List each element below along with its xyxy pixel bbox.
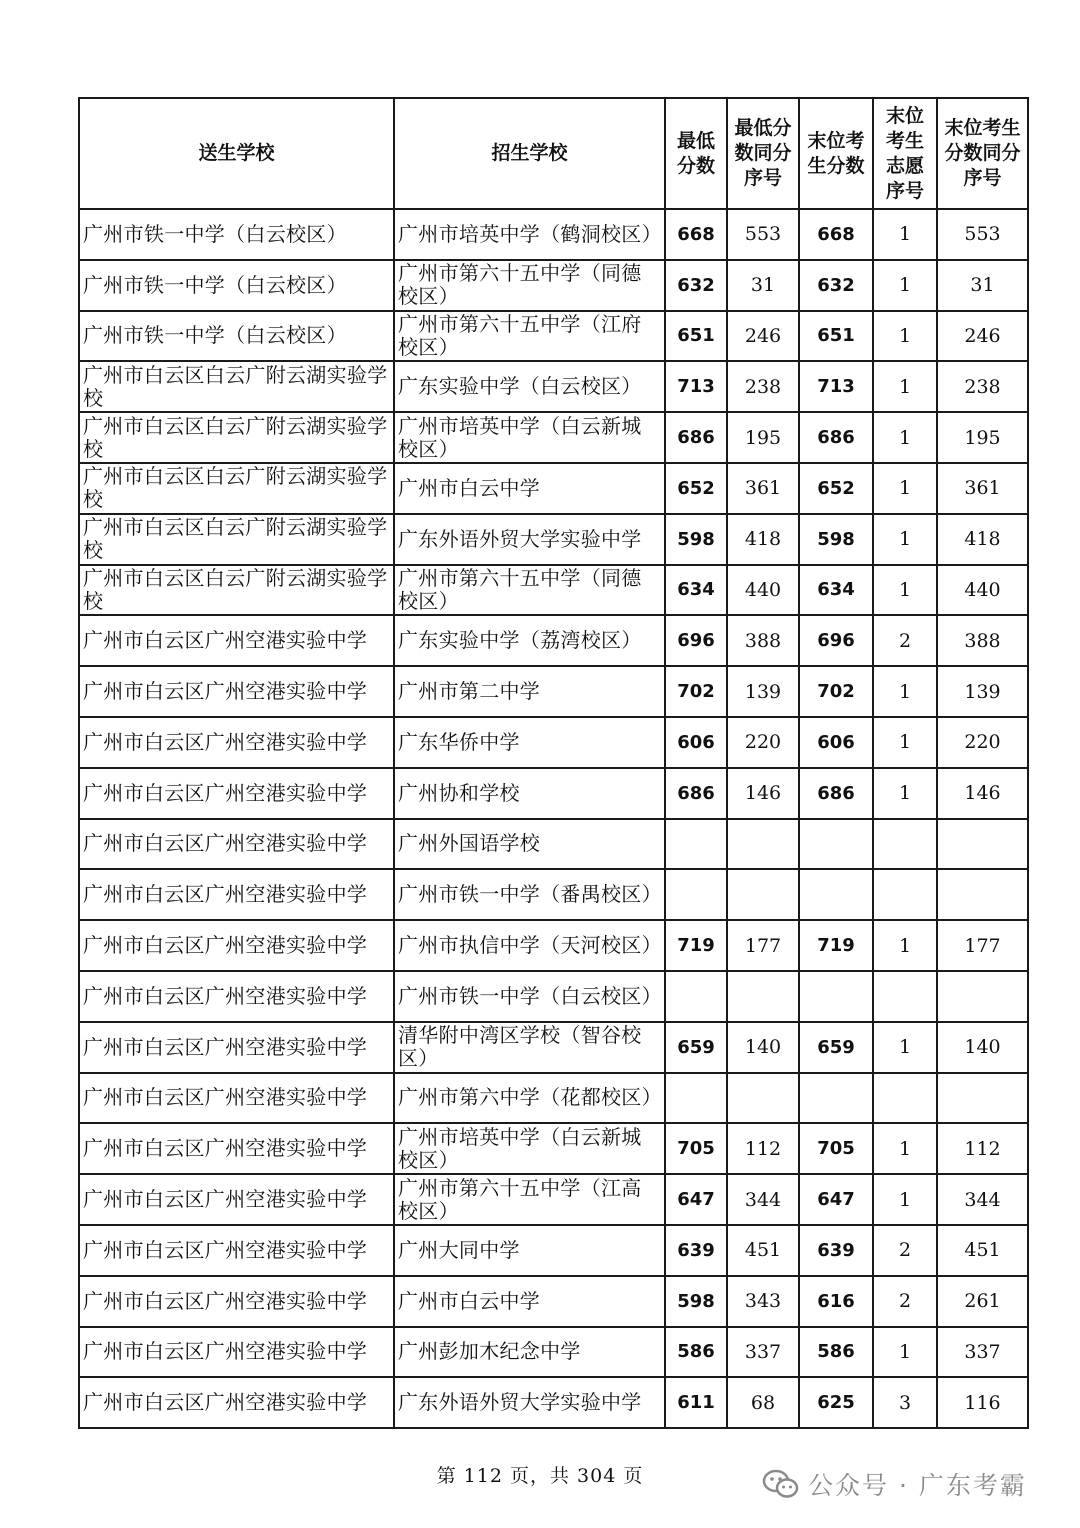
min-score-cell: 598 bbox=[665, 514, 727, 565]
last-choice-rank-cell: 1 bbox=[873, 1123, 937, 1174]
sending-school-cell: 广州市白云区广州空港实验中学 bbox=[79, 717, 394, 768]
sending-school-cell: 广州市白云区广州空港实验中学 bbox=[79, 819, 394, 870]
last-score-tie-rank-cell: 195 bbox=[937, 412, 1028, 463]
header-sending-school: 送生学校 bbox=[79, 98, 394, 209]
sending-school-cell: 广州市白云区广州空港实验中学 bbox=[79, 971, 394, 1022]
admitting-school-cell: 广东实验中学（白云校区） bbox=[394, 361, 665, 412]
table-row bbox=[79, 920, 1028, 971]
last-score-cell: 586 bbox=[799, 1327, 873, 1378]
admitting-school-cell: 广州市培英中学（白云新城校区） bbox=[394, 412, 665, 463]
last-choice-rank-cell: 3 bbox=[873, 1377, 937, 1428]
sending-school-cell: 广州市白云区广州空港实验中学 bbox=[79, 869, 394, 920]
last-score-tie-rank-cell: 246 bbox=[937, 311, 1028, 362]
admitting-school-cell: 广东实验中学（荔湾校区） bbox=[394, 615, 665, 666]
last-choice-rank-cell: 1 bbox=[873, 1022, 937, 1073]
last-score-tie-rank-cell: 361 bbox=[937, 463, 1028, 514]
last-score-tie-rank-cell: 261 bbox=[937, 1276, 1028, 1327]
last-score-tie-rank-cell: 451 bbox=[937, 1225, 1028, 1276]
admission-table bbox=[78, 97, 1029, 1429]
sending-school-cell: 广州市白云区白云广附云湖实验学校 bbox=[79, 565, 394, 616]
last-score-cell: 651 bbox=[799, 311, 873, 362]
admitting-school-cell: 广东华侨中学 bbox=[394, 717, 665, 768]
min-score-tie-rank-cell: 246 bbox=[727, 311, 799, 362]
min-score-cell bbox=[665, 819, 727, 870]
min-score-tie-rank-cell: 68 bbox=[727, 1377, 799, 1428]
admitting-school-cell: 广州市白云中学 bbox=[394, 463, 665, 514]
sending-school-cell: 广州市白云区广州空港实验中学 bbox=[79, 666, 394, 717]
min-score-cell: 639 bbox=[665, 1225, 727, 1276]
admitting-school-cell: 广州彭加木纪念中学 bbox=[394, 1327, 665, 1378]
min-score-tie-rank-cell: 418 bbox=[727, 514, 799, 565]
last-score-tie-rank-cell: 344 bbox=[937, 1174, 1028, 1225]
watermark-text: 公众号 · 广东考霸 bbox=[808, 1471, 1027, 1500]
last-score-tie-rank-cell: 553 bbox=[937, 209, 1028, 260]
table-row bbox=[79, 971, 1028, 1022]
min-score-tie-rank-cell bbox=[727, 971, 799, 1022]
table-row bbox=[79, 514, 1028, 565]
sending-school-cell: 广州市白云区广州空港实验中学 bbox=[79, 615, 394, 666]
table-row bbox=[79, 768, 1028, 819]
watermark bbox=[762, 1466, 1027, 1502]
last-score-tie-rank-cell: 220 bbox=[937, 717, 1028, 768]
min-score-cell: 702 bbox=[665, 666, 727, 717]
admitting-school-cell: 广州市培英中学（白云新城校区） bbox=[394, 1123, 665, 1174]
min-score-tie-rank-cell bbox=[727, 1073, 799, 1124]
table-row bbox=[79, 1123, 1028, 1174]
min-score-cell bbox=[665, 971, 727, 1022]
last-choice-rank-cell: 1 bbox=[873, 514, 937, 565]
last-score-cell: 632 bbox=[799, 260, 873, 311]
sending-school-cell: 广州市白云区广州空港实验中学 bbox=[79, 1123, 394, 1174]
last-score-tie-rank-cell: 139 bbox=[937, 666, 1028, 717]
page-number: 第 112 页，共 304 页 bbox=[436, 1465, 644, 1487]
last-choice-rank-cell: 1 bbox=[873, 768, 937, 819]
sending-school-cell: 广州市白云区广州空港实验中学 bbox=[79, 1073, 394, 1124]
sending-school-cell: 广州市白云区广州空港实验中学 bbox=[79, 920, 394, 971]
last-score-cell: 668 bbox=[799, 209, 873, 260]
table-row bbox=[79, 361, 1028, 412]
min-score-cell: 606 bbox=[665, 717, 727, 768]
last-score-cell: 719 bbox=[799, 920, 873, 971]
sending-school-cell: 广州市白云区白云广附云湖实验学校 bbox=[79, 463, 394, 514]
admitting-school-cell: 广州市第二中学 bbox=[394, 666, 665, 717]
min-score-tie-rank-cell: 139 bbox=[727, 666, 799, 717]
min-score-cell: 705 bbox=[665, 1123, 727, 1174]
table-row bbox=[79, 463, 1028, 514]
min-score-tie-rank-cell: 112 bbox=[727, 1123, 799, 1174]
last-score-cell bbox=[799, 819, 873, 870]
table-row bbox=[79, 565, 1028, 616]
last-score-cell bbox=[799, 971, 873, 1022]
header-last-choice-rank: 末位考生志愿序号 bbox=[873, 98, 937, 209]
min-score-cell: 632 bbox=[665, 260, 727, 311]
admitting-school-cell: 广州市第六中学（花都校区） bbox=[394, 1073, 665, 1124]
last-score-cell: 598 bbox=[799, 514, 873, 565]
min-score-cell: 651 bbox=[665, 311, 727, 362]
min-score-cell: 686 bbox=[665, 412, 727, 463]
admitting-school-cell: 广州市白云中学 bbox=[394, 1276, 665, 1327]
last-choice-rank-cell: 1 bbox=[873, 565, 937, 616]
last-score-tie-rank-cell: 388 bbox=[937, 615, 1028, 666]
last-choice-rank-cell: 1 bbox=[873, 717, 937, 768]
table-row bbox=[79, 311, 1028, 362]
last-choice-rank-cell: 1 bbox=[873, 209, 937, 260]
table-row bbox=[79, 1225, 1028, 1276]
last-score-tie-rank-cell: 418 bbox=[937, 514, 1028, 565]
min-score-tie-rank-cell: 343 bbox=[727, 1276, 799, 1327]
header-min-score: 最低分数 bbox=[665, 98, 727, 209]
min-score-cell: 668 bbox=[665, 209, 727, 260]
last-score-tie-rank-cell bbox=[937, 869, 1028, 920]
last-score-cell: 625 bbox=[799, 1377, 873, 1428]
header-last-score-tie-rank: 末位考生分数同分序号 bbox=[937, 98, 1028, 209]
min-score-tie-rank-cell bbox=[727, 819, 799, 870]
last-score-tie-rank-cell: 140 bbox=[937, 1022, 1028, 1073]
last-choice-rank-cell: 1 bbox=[873, 463, 937, 514]
min-score-cell bbox=[665, 1073, 727, 1124]
header-admitting-school: 招生学校 bbox=[394, 98, 665, 209]
last-choice-rank-cell: 1 bbox=[873, 666, 937, 717]
last-score-cell: 659 bbox=[799, 1022, 873, 1073]
min-score-cell: 586 bbox=[665, 1327, 727, 1378]
last-score-cell: 652 bbox=[799, 463, 873, 514]
header-min-score-tie-rank: 最低分数同分序号 bbox=[727, 98, 799, 209]
min-score-cell: 719 bbox=[665, 920, 727, 971]
sending-school-cell: 广州市铁一中学（白云校区） bbox=[79, 209, 394, 260]
last-score-tie-rank-cell: 146 bbox=[937, 768, 1028, 819]
min-score-cell: 647 bbox=[665, 1174, 727, 1225]
admitting-school-cell: 广州大同中学 bbox=[394, 1225, 665, 1276]
admitting-school-cell: 广州市第六十五中学（同德校区） bbox=[394, 565, 665, 616]
wechat-icon bbox=[762, 1468, 800, 1500]
min-score-tie-rank-cell: 388 bbox=[727, 615, 799, 666]
table-row bbox=[79, 1073, 1028, 1124]
sending-school-cell: 广州市铁一中学（白云校区） bbox=[79, 311, 394, 362]
min-score-cell: 686 bbox=[665, 768, 727, 819]
admitting-school-cell: 广州市第六十五中学（江府校区） bbox=[394, 311, 665, 362]
table-row bbox=[79, 666, 1028, 717]
min-score-tie-rank-cell: 337 bbox=[727, 1327, 799, 1378]
last-choice-rank-cell: 2 bbox=[873, 1225, 937, 1276]
last-score-tie-rank-cell bbox=[937, 1073, 1028, 1124]
admitting-school-cell: 广州协和学校 bbox=[394, 768, 665, 819]
last-choice-rank-cell bbox=[873, 819, 937, 870]
sending-school-cell: 广州市白云区白云广附云湖实验学校 bbox=[79, 361, 394, 412]
last-score-tie-rank-cell: 177 bbox=[937, 920, 1028, 971]
min-score-cell bbox=[665, 869, 727, 920]
admitting-school-cell: 广州市铁一中学（番禺校区） bbox=[394, 869, 665, 920]
last-score-cell bbox=[799, 869, 873, 920]
last-choice-rank-cell bbox=[873, 971, 937, 1022]
last-score-tie-rank-cell bbox=[937, 971, 1028, 1022]
table-row bbox=[79, 869, 1028, 920]
table-row bbox=[79, 717, 1028, 768]
min-score-tie-rank-cell: 195 bbox=[727, 412, 799, 463]
last-score-tie-rank-cell: 337 bbox=[937, 1327, 1028, 1378]
table-row bbox=[79, 615, 1028, 666]
sending-school-cell: 广州市白云区广州空港实验中学 bbox=[79, 1022, 394, 1073]
admitting-school-cell: 广州市第六十五中学（同德校区） bbox=[394, 260, 665, 311]
sending-school-cell: 广州市白云区广州空港实验中学 bbox=[79, 1174, 394, 1225]
table-row bbox=[79, 1174, 1028, 1225]
min-score-cell: 659 bbox=[665, 1022, 727, 1073]
sending-school-cell: 广州市白云区白云广附云湖实验学校 bbox=[79, 412, 394, 463]
table-row bbox=[79, 209, 1028, 260]
last-score-tie-rank-cell: 238 bbox=[937, 361, 1028, 412]
last-choice-rank-cell: 1 bbox=[873, 412, 937, 463]
min-score-cell: 611 bbox=[665, 1377, 727, 1428]
min-score-tie-rank-cell: 140 bbox=[727, 1022, 799, 1073]
table-row bbox=[79, 1022, 1028, 1073]
admitting-school-cell: 广州市培英中学（鹤洞校区） bbox=[394, 209, 665, 260]
last-score-cell: 713 bbox=[799, 361, 873, 412]
last-score-cell: 616 bbox=[799, 1276, 873, 1327]
last-score-cell: 647 bbox=[799, 1174, 873, 1225]
min-score-tie-rank-cell: 31 bbox=[727, 260, 799, 311]
admitting-school-cell: 广州外国语学校 bbox=[394, 819, 665, 870]
last-score-cell: 686 bbox=[799, 412, 873, 463]
admitting-school-cell: 广东外语外贸大学实验中学 bbox=[394, 514, 665, 565]
admitting-school-cell: 广州市第六十五中学（江高校区） bbox=[394, 1174, 665, 1225]
last-choice-rank-cell: 2 bbox=[873, 1276, 937, 1327]
min-score-cell: 696 bbox=[665, 615, 727, 666]
table-row bbox=[79, 819, 1028, 870]
sending-school-cell: 广州市白云区广州空港实验中学 bbox=[79, 768, 394, 819]
last-choice-rank-cell: 1 bbox=[873, 361, 937, 412]
last-score-tie-rank-cell: 112 bbox=[937, 1123, 1028, 1174]
min-score-cell: 713 bbox=[665, 361, 727, 412]
last-score-tie-rank-cell: 31 bbox=[937, 260, 1028, 311]
min-score-tie-rank-cell: 220 bbox=[727, 717, 799, 768]
last-score-cell: 702 bbox=[799, 666, 873, 717]
sending-school-cell: 广州市白云区广州空港实验中学 bbox=[79, 1377, 394, 1428]
min-score-tie-rank-cell bbox=[727, 869, 799, 920]
min-score-tie-rank-cell: 361 bbox=[727, 463, 799, 514]
last-choice-rank-cell: 1 bbox=[873, 1327, 937, 1378]
last-score-tie-rank-cell: 440 bbox=[937, 565, 1028, 616]
admitting-school-cell: 广州市执信中学（天河校区） bbox=[394, 920, 665, 971]
table-row bbox=[79, 1276, 1028, 1327]
admitting-school-cell: 清华附中湾区学校（智谷校区） bbox=[394, 1022, 665, 1073]
min-score-cell: 634 bbox=[665, 565, 727, 616]
last-score-tie-rank-cell: 116 bbox=[937, 1377, 1028, 1428]
sending-school-cell: 广州市白云区广州空港实验中学 bbox=[79, 1327, 394, 1378]
last-score-cell: 705 bbox=[799, 1123, 873, 1174]
sending-school-cell: 广州市白云区白云广附云湖实验学校 bbox=[79, 514, 394, 565]
min-score-tie-rank-cell: 146 bbox=[727, 768, 799, 819]
last-score-cell: 606 bbox=[799, 717, 873, 768]
table-row bbox=[79, 412, 1028, 463]
last-choice-rank-cell: 1 bbox=[873, 311, 937, 362]
sending-school-cell: 广州市白云区广州空港实验中学 bbox=[79, 1276, 394, 1327]
admitting-school-cell: 广州市铁一中学（白云校区） bbox=[394, 971, 665, 1022]
min-score-tie-rank-cell: 177 bbox=[727, 920, 799, 971]
min-score-tie-rank-cell: 344 bbox=[727, 1174, 799, 1225]
last-score-cell: 696 bbox=[799, 615, 873, 666]
last-score-cell: 639 bbox=[799, 1225, 873, 1276]
last-score-tie-rank-cell bbox=[937, 819, 1028, 870]
table-body bbox=[79, 209, 1028, 1428]
last-score-cell: 634 bbox=[799, 565, 873, 616]
last-choice-rank-cell bbox=[873, 1073, 937, 1124]
table-row bbox=[79, 1327, 1028, 1378]
min-score-tie-rank-cell: 238 bbox=[727, 361, 799, 412]
min-score-tie-rank-cell: 451 bbox=[727, 1225, 799, 1276]
table-row bbox=[79, 260, 1028, 311]
min-score-cell: 652 bbox=[665, 463, 727, 514]
min-score-cell: 598 bbox=[665, 1276, 727, 1327]
last-choice-rank-cell: 1 bbox=[873, 1174, 937, 1225]
min-score-tie-rank-cell: 440 bbox=[727, 565, 799, 616]
min-score-tie-rank-cell: 553 bbox=[727, 209, 799, 260]
admitting-school-cell: 广东外语外贸大学实验中学 bbox=[394, 1377, 665, 1428]
table-row bbox=[79, 1377, 1028, 1428]
header-row bbox=[79, 98, 1028, 209]
last-score-cell bbox=[799, 1073, 873, 1124]
last-choice-rank-cell: 1 bbox=[873, 260, 937, 311]
header-last-score: 末位考生分数 bbox=[799, 98, 873, 209]
last-score-cell: 686 bbox=[799, 768, 873, 819]
sending-school-cell: 广州市铁一中学（白云校区） bbox=[79, 260, 394, 311]
last-choice-rank-cell: 1 bbox=[873, 920, 937, 971]
sending-school-cell: 广州市白云区广州空港实验中学 bbox=[79, 1225, 394, 1276]
last-choice-rank-cell: 2 bbox=[873, 615, 937, 666]
last-choice-rank-cell bbox=[873, 869, 937, 920]
